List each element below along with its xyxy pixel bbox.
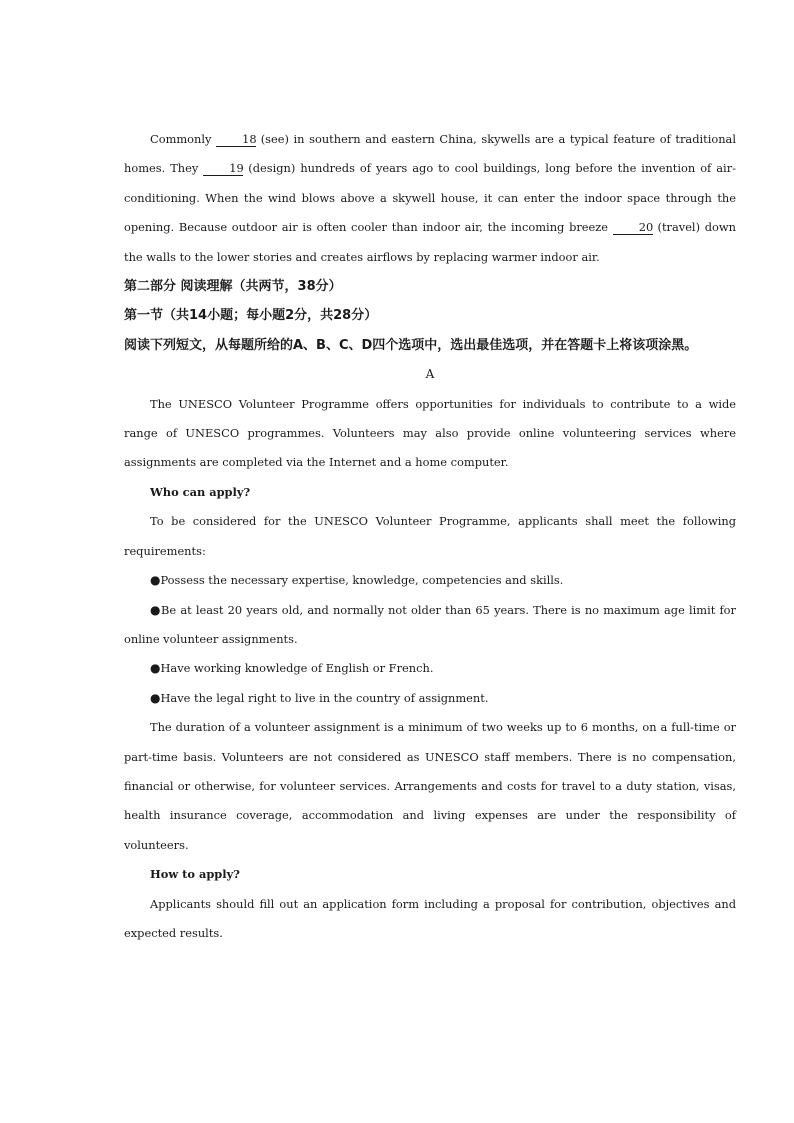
- cloze-text: (travel) down the walls to the lower stories and creates airflows by replacing warmer indoor air.: [124, 220, 736, 264]
- bullet-icon: ●: [150, 602, 162, 617]
- requirement-text: Have working knowledge of English or French.: [160, 661, 434, 676]
- bullet-icon: ●: [150, 661, 161, 676]
- cloze-text: Commonly: [150, 132, 217, 146]
- passage-intro: The UNESCO Volunteer Programme offers opportunities for individuals to contribute to a wide range of UNESCO programmes. Volunteers may also provide online volunteering services where assignments are completed via the Internet and a home computer.: [124, 396, 736, 470]
- page-content: [124, 125, 736, 948]
- requirement-text: Be at least 20 years old, and normally not older than 65 years. There is no maximum age limit for online volunteer assignments.: [124, 602, 736, 646]
- requirement-item: [124, 566, 736, 595]
- who-can-apply-text: To be considered for the UNESCO Volunteer Programme, applicants shall meet the following requirements:: [124, 514, 736, 558]
- passage-label: A: [425, 367, 435, 382]
- requirement-text: Possess the necessary expertise, knowledge, competencies and skills.: [160, 573, 564, 588]
- requirement-item: [124, 596, 736, 655]
- cloze-text: (see) in southern and eastern China, skywells are a typical feature of traditional homes. They: [124, 132, 736, 176]
- cloze-text: (design) hundreds of years ago to cool buildings, long before the invention of air-conditioning. When the wind blows above a skywell house, it can enter the indoor space through the opening. Because outdoor air is often cooler than indoor air, the incoming breeze: [124, 161, 736, 235]
- requirement-text: Have the legal right to live in the country of assignment.: [160, 690, 489, 705]
- blank-18: 18: [216, 132, 256, 147]
- bullet-icon: ●: [150, 573, 161, 588]
- how-to-apply-text: Applicants should fill out an application form including a proposal for contribution, objectives and expected results.: [124, 896, 736, 940]
- cloze-paragraph: [124, 125, 736, 272]
- instructions: 阅读下列短文，从每题所给的A、B、C、D四个选项中，选出最佳选项，并在答题卡上将该项涂黑。: [124, 337, 698, 353]
- section-title: 第一节（共14小题；每小题2分，共28分）: [124, 308, 378, 324]
- how-to-apply-heading: How to apply?: [150, 867, 240, 882]
- requirement-item: [124, 654, 736, 683]
- who-can-apply-heading: Who can apply?: [150, 484, 251, 499]
- bullet-icon: ●: [150, 690, 161, 705]
- blank-19: 19: [203, 161, 243, 176]
- requirement-item: [124, 684, 736, 713]
- blank-20: 20: [613, 220, 653, 235]
- part-title: 第二部分 阅读理解（共两节，38分）: [124, 279, 342, 295]
- duration-paragraph: The duration of a volunteer assignment is a minimum of two weeks up to 6 months, on a full-time or part-time basis. Volunteers are not considered as UNESCO staff members. There is no compensation, financial or otherwise, for volunteer services. Arrangements and costs for travel to a duty station, visas, health insurance coverage, accommodation and living expenses are under the responsibility of volunteers.: [124, 720, 736, 852]
